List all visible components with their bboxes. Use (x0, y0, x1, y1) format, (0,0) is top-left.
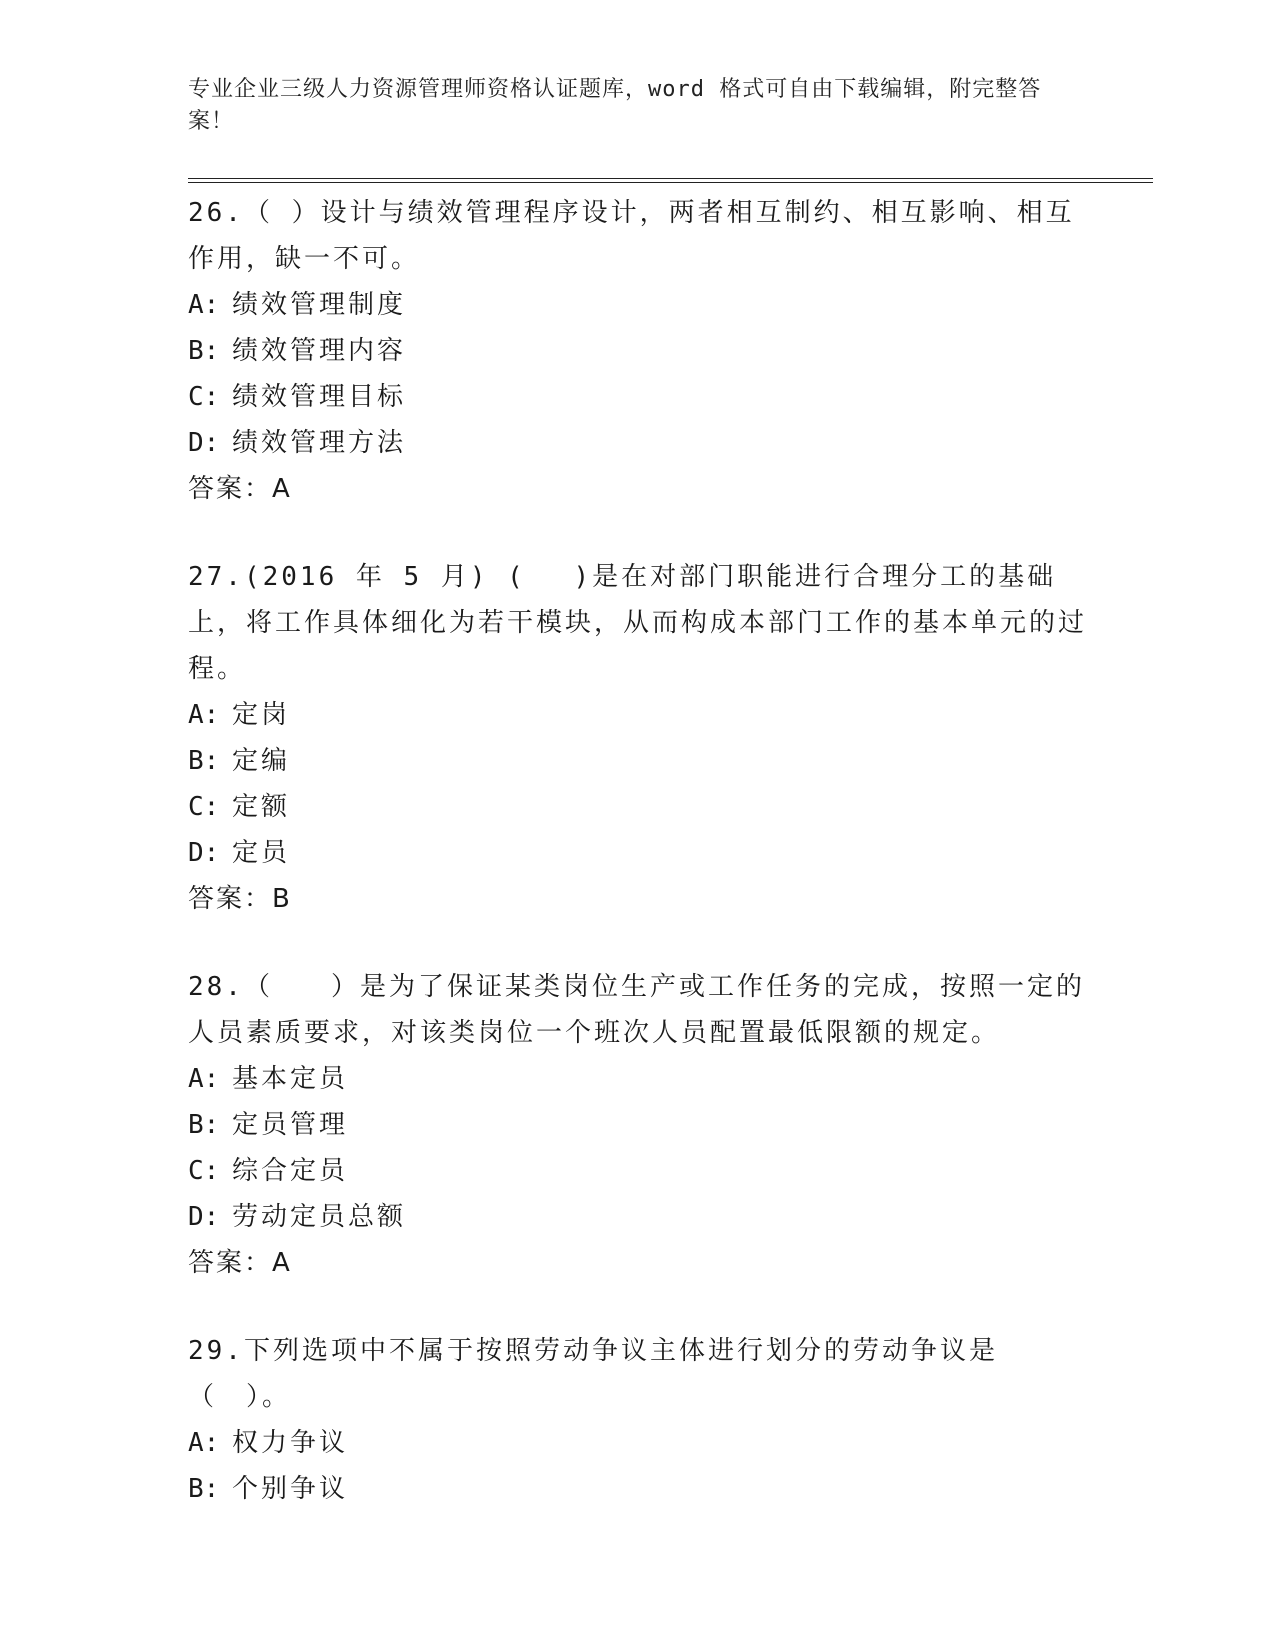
option-key: C: (188, 382, 220, 412)
option-b (188, 1466, 1088, 1512)
option-text: 绩效管理目标 (232, 382, 407, 412)
answer-line: 答案：B (188, 884, 292, 914)
option-text: 绩效管理内容 (232, 336, 407, 366)
question-28 (188, 964, 1088, 1286)
option-text: 定编 (232, 746, 291, 776)
answer-line: 答案：A (188, 474, 292, 504)
question-spacer (188, 1286, 1088, 1328)
option-c (188, 784, 1088, 830)
question-26 (188, 190, 1088, 512)
option-text: 定员 (232, 838, 291, 868)
option-d (188, 830, 1088, 876)
option-a (188, 1056, 1088, 1102)
header-divider-top (188, 178, 1153, 179)
option-key: C: (188, 792, 220, 822)
answer-line: 答案：A (188, 1248, 292, 1278)
question-list (188, 190, 1088, 1512)
question-stem: 29.下列选项中不属于按照劳动争议主体进行划分的劳动争议是（ ）。 (188, 1336, 998, 1412)
option-a (188, 692, 1088, 738)
option-text: 综合定员 (232, 1156, 349, 1186)
option-text: 权力争议 (232, 1428, 349, 1458)
question-29 (188, 1328, 1088, 1512)
question-stem: 26.（ ）设计与绩效管理程序设计，两者相互制约、相互影响、相互作用，缺一不可。 (188, 198, 1075, 274)
option-b (188, 1102, 1088, 1148)
option-a (188, 282, 1088, 328)
option-text: 劳动定员总额 (232, 1202, 407, 1232)
option-key: B: (188, 1110, 220, 1140)
question-spacer (188, 922, 1088, 964)
option-text: 基本定员 (232, 1064, 349, 1094)
option-text: 定岗 (232, 700, 291, 730)
option-key: C: (188, 1156, 220, 1186)
option-c (188, 374, 1088, 420)
header-note: 专业企业三级人力资源管理师资格认证题库，word 格式可自由下载编辑，附完整答案！ (188, 77, 1042, 134)
option-d (188, 1194, 1088, 1240)
option-key: A: (188, 1064, 220, 1094)
option-key: B: (188, 1474, 220, 1504)
option-key: A: (188, 1428, 220, 1458)
option-key: B: (188, 336, 220, 366)
question-27 (188, 554, 1088, 922)
option-text: 定员管理 (232, 1110, 349, 1140)
option-text: 个别争议 (232, 1474, 349, 1504)
question-stem: 28.（ ）是为了保证某类岗位生产或工作任务的完成，按照一定的人员素质要求，对该类岗位一个班次人员配置最低限额的规定。 (188, 972, 1085, 1048)
option-key: D: (188, 838, 220, 868)
header-divider-bottom (188, 182, 1153, 183)
option-c (188, 1148, 1088, 1194)
option-key: A: (188, 700, 220, 730)
option-d (188, 420, 1088, 466)
question-stem: 27.(2016 年 5 月) ( )是在对部门职能进行合理分工的基础上，将工作具体细化为若干模块，从而构成本部门工作的基本单元的过程。 (188, 562, 1088, 684)
option-text: 绩效管理方法 (232, 428, 407, 458)
option-key: A: (188, 290, 220, 320)
option-key: D: (188, 1202, 220, 1232)
option-a (188, 1420, 1088, 1466)
question-spacer (188, 512, 1088, 554)
option-b (188, 328, 1088, 374)
option-key: D: (188, 428, 220, 458)
option-b (188, 738, 1088, 784)
option-key: B: (188, 746, 220, 776)
option-text: 绩效管理制度 (232, 290, 407, 320)
option-text: 定额 (232, 792, 291, 822)
